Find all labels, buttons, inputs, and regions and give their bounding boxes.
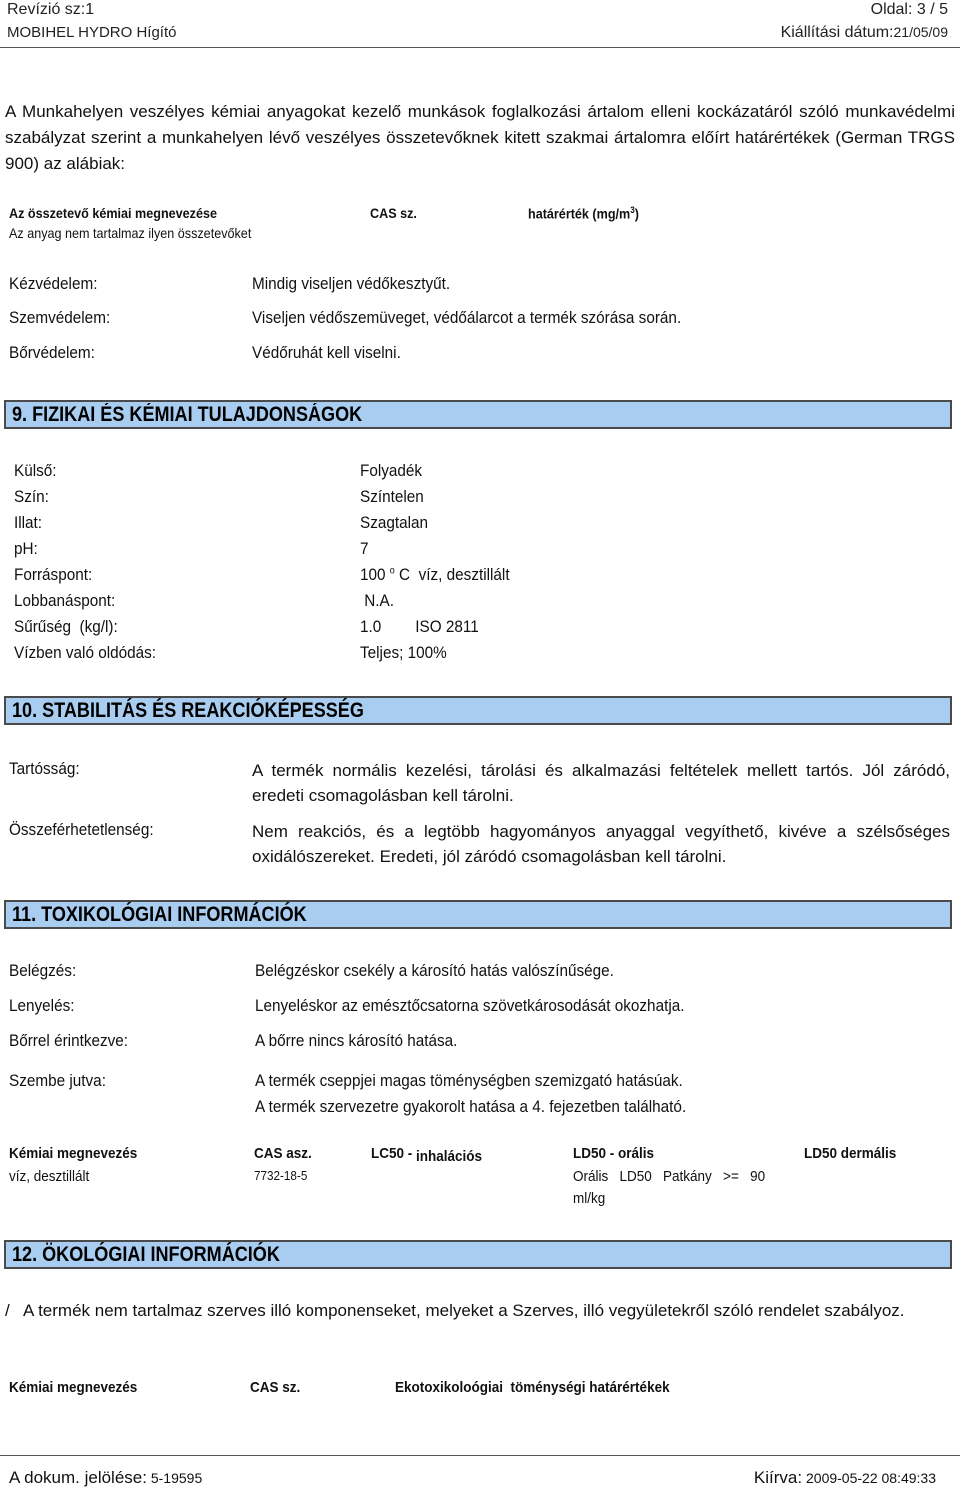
eco-col-name: Kémiai megnevezés bbox=[9, 1379, 138, 1396]
document-id-label: A dokum. jelölése: bbox=[9, 1468, 147, 1487]
tox-label-ingestion: Lenyelés: bbox=[9, 996, 75, 1015]
limits-col-name: Az összetevő kémiai megnevezése bbox=[9, 205, 218, 221]
page-number: Oldal: 3 / 5 bbox=[870, 1, 948, 18]
protection-label-hand: Kézvédelem: bbox=[9, 274, 98, 293]
eco-col-limits: Ekotoxikoloógiai töménységi határértékek bbox=[395, 1379, 670, 1396]
prop-value-ph: 7 bbox=[360, 539, 369, 558]
prop-value-color: Színtelen bbox=[360, 487, 424, 506]
prop-label-odor: Illat: bbox=[14, 513, 43, 532]
protection-value-hand: Mindig viseljen védőkesztyűt. bbox=[252, 274, 451, 293]
incompatibility-label: Összeférhetetlenség: bbox=[9, 820, 154, 839]
protection-value-eye: Viseljen védőszemüveget, védőálarcot a termék szórása során. bbox=[252, 308, 682, 327]
protection-label-skin: Bőrvédelem: bbox=[9, 343, 95, 362]
prop-label-boiling: Forráspont: bbox=[14, 565, 93, 584]
incompatibility-value: Nem reakciós, és a legtöbb hagyományos anyaggal vegyíthető, kivéve a szélsőséges oxidálószereket. Eredeti, jól záródó csomagolásban kell tárolni. bbox=[252, 822, 950, 866]
prop-label-density: Sűrűség (kg/l): bbox=[14, 617, 118, 636]
stability-label: Tartósság: bbox=[9, 759, 80, 778]
tox-value-eye-2: A termék szervezetre gyakorolt hatása a 4. fejezetben található. bbox=[255, 1097, 687, 1116]
tox-col-lc50: LC50 - inhalációs bbox=[371, 1145, 483, 1165]
limits-col-limit: határérték $(mg/m^3)$ bbox=[528, 205, 639, 222]
document-id-value: 5-19595 bbox=[146, 1470, 203, 1486]
print-timestamp-label: Kiírva: bbox=[753, 1468, 803, 1487]
limits-col-cas: CAS sz. bbox=[370, 205, 417, 221]
tox-value-inhalation: Belégzéskor csekély a károsító hatás valószínűsége. bbox=[255, 961, 614, 980]
section-12-header: 12. ÖKOLÓGIAI INFORMÁCIÓK bbox=[4, 1240, 952, 1269]
eco-col-cas: CAS sz. bbox=[250, 1379, 301, 1396]
limits-note: Az anyag nem tartalmaz ilyen összetevőket bbox=[9, 225, 252, 241]
prop-label-color: Szín: bbox=[14, 487, 49, 506]
prop-value-boiling: 100 $^o$ C víz, desztillált bbox=[360, 565, 510, 584]
tox-value-eye: A termék cseppjei magas töménységben szemizgató hatásúak. bbox=[255, 1071, 683, 1090]
prop-value-odor: Szagtalan bbox=[360, 513, 429, 532]
revision-number: Revízió sz:1 bbox=[7, 1, 95, 18]
section-9-header: 9. FIZIKAI ÉS KÉMIAI TULAJDONSÁGOK bbox=[4, 400, 952, 429]
prop-label-ph: pH: bbox=[14, 539, 38, 558]
section-11-header: 11. TOXIKOLÓGIAI INFORMÁCIÓK bbox=[4, 900, 952, 929]
tox-row-cas: 7732-18-5 bbox=[254, 1168, 308, 1183]
protection-label-eye: Szemvédelem: bbox=[9, 308, 111, 327]
header-divider bbox=[0, 47, 960, 48]
tox-label-skin: Bőrrel érintkezve: bbox=[9, 1031, 129, 1050]
document-id bbox=[9, 1468, 202, 1488]
tox-label-inhalation: Belégzés: bbox=[9, 961, 77, 980]
tox-row-oral-unit: ml/kg bbox=[573, 1190, 606, 1207]
prop-value-solubility: Teljes; 100% bbox=[360, 643, 447, 662]
tox-col-ld50-dermal: LD50 dermális bbox=[804, 1145, 897, 1162]
prop-label-appearance: Külső: bbox=[14, 461, 57, 480]
print-timestamp bbox=[754, 1468, 936, 1488]
prop-value-density: 1.0 ISO 2811 bbox=[360, 617, 479, 636]
protection-value-skin: Védőruhát kell viselni. bbox=[252, 343, 401, 362]
prop-label-flash: Lobbanáspont: bbox=[14, 591, 116, 610]
tox-row-name: víz, desztillált bbox=[9, 1168, 90, 1185]
tox-label-eye: Szembe jutva: bbox=[9, 1071, 106, 1090]
tox-col-name: Kémiai megnevezés bbox=[9, 1145, 138, 1162]
section-10-header: 10. STABILITÁS ÉS REAKCIÓKÉPESSÉG bbox=[4, 696, 952, 725]
stability-value: A termék normális kezelési, tárolási és alkalmazási feltételek mellett tartós. Jól záródó, eredeti csomagolásban kell tárolni. bbox=[252, 761, 950, 805]
tox-col-ld50-oral: LD50 - orális bbox=[573, 1145, 655, 1162]
intro-paragraph: A Munkahelyen veszélyes kémiai anyagokat kezelő munkások foglalkozási ártalom elleni kockázatáról szóló munkavédelmi szabályzat szerint a munkahelyen lévő veszélyes összetevőknek kitett szakmai ártalomra előírt határértékek (German TRGS 900) az alábiak: bbox=[5, 102, 955, 173]
tox-col-cas: CAS asz. bbox=[254, 1145, 312, 1162]
print-timestamp-value: 2009-05-22 08:49:33 bbox=[802, 1470, 936, 1486]
prop-value-flash: N.A. bbox=[360, 591, 395, 610]
prop-label-solubility: Vízben való oldódás: bbox=[14, 643, 157, 662]
issue-date-value: 21/05/09 bbox=[893, 24, 948, 40]
tox-value-skin: A bőrre nincs károsító hatása. bbox=[255, 1031, 458, 1050]
product-name: MOBIHEL HYDRO Hígító bbox=[7, 24, 177, 41]
tox-value-ingestion: Lenyeléskor az emésztőcsatorna szövetkárosodását okozhatja. bbox=[255, 996, 685, 1015]
eco-paragraph: / A termék nem tartalmaz szerves illó komponenseket, melyeket a Szerves, illó vegyületekről szóló rendelet szabályoz. bbox=[5, 1301, 905, 1320]
prop-value-appearance: Folyadék bbox=[360, 461, 423, 480]
tox-row-oral: Orális LD50 Patkány >= 90 bbox=[573, 1168, 766, 1185]
footer-divider bbox=[0, 1455, 960, 1456]
issue-date bbox=[781, 24, 948, 42]
issue-date-label: Kiállítási dátum: bbox=[780, 24, 894, 41]
